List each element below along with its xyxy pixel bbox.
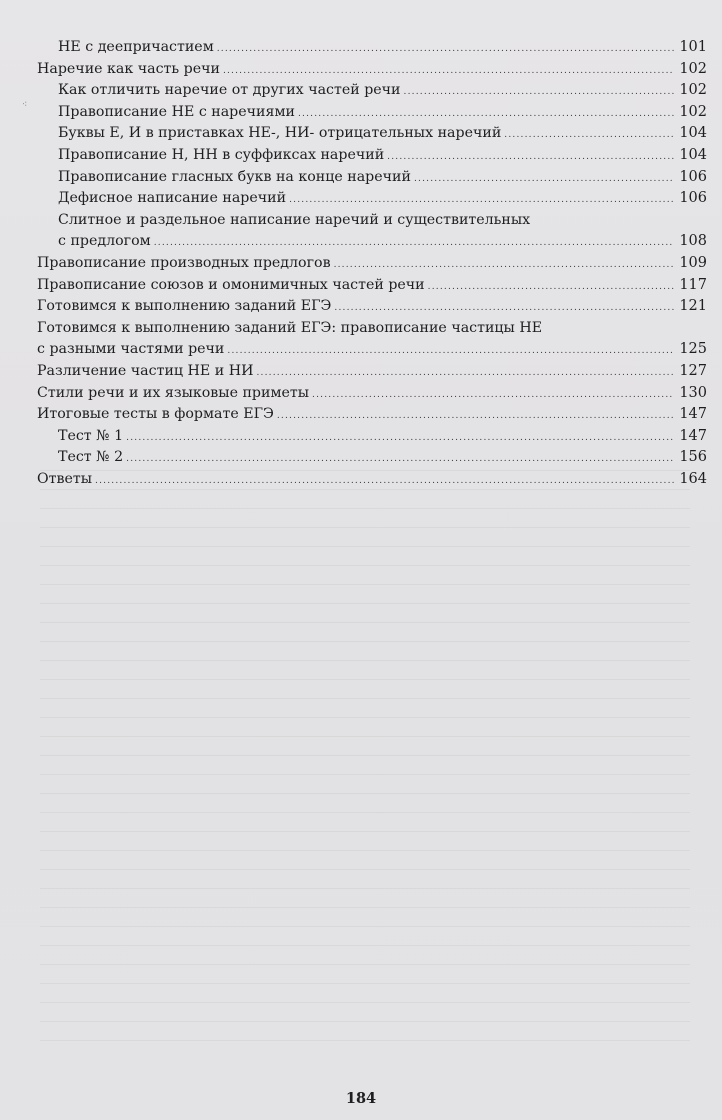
toc-entry-page-number: 106 (679, 190, 707, 207)
toc-entry-title: Различение частиц НЕ и НИ (37, 362, 254, 379)
toc-entry-page-number: 125 (679, 341, 707, 358)
toc-entry-title-continuation: с разными частями речи (37, 341, 225, 358)
dot-leader (504, 125, 674, 147)
toc-entry-title: Наречие как часть речи (37, 60, 220, 77)
toc-entry (37, 102, 707, 124)
toc-entry-page-number: 130 (679, 384, 707, 401)
dot-leader (154, 233, 674, 255)
toc-entry-page-number: 102 (679, 60, 707, 77)
toc-entry-title: Правописание союзов и омонимичных частей речи (37, 276, 425, 293)
show-through-texture (40, 470, 690, 1050)
dot-leader (256, 363, 674, 385)
dot-leader (334, 298, 674, 320)
toc-entry-title: Готовимся к выполнению заданий ЕГЭ (37, 298, 332, 315)
toc-entry (37, 188, 707, 210)
toc-entry (37, 447, 707, 469)
toc-entry-title: Правописание Н, НН в суффиксах наречий (58, 146, 385, 163)
toc-entry-page-number: 117 (679, 276, 707, 293)
toc-entry (37, 210, 707, 232)
toc-entry-page-number: 147 (679, 427, 707, 444)
toc-entry (37, 145, 707, 167)
toc-entry-page-number: 102 (679, 103, 707, 120)
toc-entry (37, 167, 707, 189)
toc-entry-title: Ответы (37, 470, 93, 487)
toc-entry-title: Тест № 2 (58, 449, 124, 466)
toc-entry-continuation-line (37, 231, 707, 253)
toc-entry-title-continuation: с предлогом (58, 233, 151, 250)
toc-entry-page-number: 104 (679, 125, 707, 142)
toc-entry-page-number: 108 (679, 233, 707, 250)
toc-entry (37, 469, 707, 491)
toc-entry (37, 253, 707, 275)
toc-entry-title: Стили речи и их языковые приметы (37, 384, 310, 401)
toc-entry-page-number: 106 (679, 168, 707, 185)
toc-entry-page-number: 102 (679, 82, 707, 99)
toc-entry-title: Слитное и раздельное написание наречий и существительных (58, 211, 531, 228)
dot-leader (289, 190, 674, 212)
toc-entry (37, 426, 707, 448)
toc-entry-page-number: 121 (679, 298, 707, 315)
toc-entry-title: Тест № 1 (58, 427, 124, 444)
toc-entry (37, 383, 707, 405)
toc-entry-title: Буквы Е, И в приставках НЕ-, НИ- отрицательных наречий (58, 125, 502, 142)
toc-entry (37, 59, 707, 81)
dot-leader (277, 406, 674, 428)
dot-leader (312, 385, 674, 407)
toc-entry-title: Дефисное написание наречий (58, 190, 287, 207)
toc-entry-title: НЕ с деепричастием (58, 39, 214, 55)
toc-entry-page-number: 109 (679, 254, 707, 271)
dot-leader (387, 147, 674, 169)
dot-leader (227, 341, 674, 363)
toc-entry-title: Правописание гласных букв на конце наречий (58, 168, 411, 185)
page-speck-mark: ⁖ (22, 100, 28, 110)
toc-entry (37, 123, 707, 145)
toc-entry (37, 296, 707, 318)
dot-leader (428, 277, 674, 299)
toc-entry-page-number: 127 (679, 362, 707, 379)
toc-entry-title: Правописание НЕ с наречиями (58, 103, 295, 120)
toc-entry (37, 80, 707, 102)
dot-leader (298, 104, 674, 126)
toc-entry-page-number: 164 (679, 470, 707, 487)
toc-entry-continuation-line (37, 339, 707, 361)
toc-entry-page-number: 104 (679, 146, 707, 163)
toc-entry-title: Правописание производных предлогов (37, 254, 331, 271)
toc-entry-title: Как отличить наречие от других частей речи (58, 82, 401, 99)
dot-leader (404, 82, 674, 104)
dot-leader (334, 255, 674, 277)
toc-entry (37, 361, 707, 383)
toc-entry (37, 318, 707, 340)
dot-leader (414, 169, 674, 191)
toc-entry-title: Итоговые тесты в формате ЕГЭ (37, 406, 274, 423)
dot-leader (126, 449, 674, 471)
table-of-contents (37, 37, 707, 490)
toc-entry-page-number: 147 (679, 406, 707, 423)
toc-entry (37, 37, 707, 59)
dot-leader (217, 39, 674, 61)
dot-leader (126, 428, 674, 450)
dot-leader (95, 471, 674, 493)
page-number: 184 (345, 1090, 377, 1107)
toc-entry (37, 404, 707, 426)
toc-entry-title: Готовимся к выполнению заданий ЕГЭ: правописание частицы НЕ (37, 319, 543, 336)
toc-entry-page-number: 101 (679, 39, 707, 55)
dot-leader (223, 61, 674, 83)
toc-entry (37, 275, 707, 297)
toc-entry-page-number: 156 (679, 449, 707, 466)
